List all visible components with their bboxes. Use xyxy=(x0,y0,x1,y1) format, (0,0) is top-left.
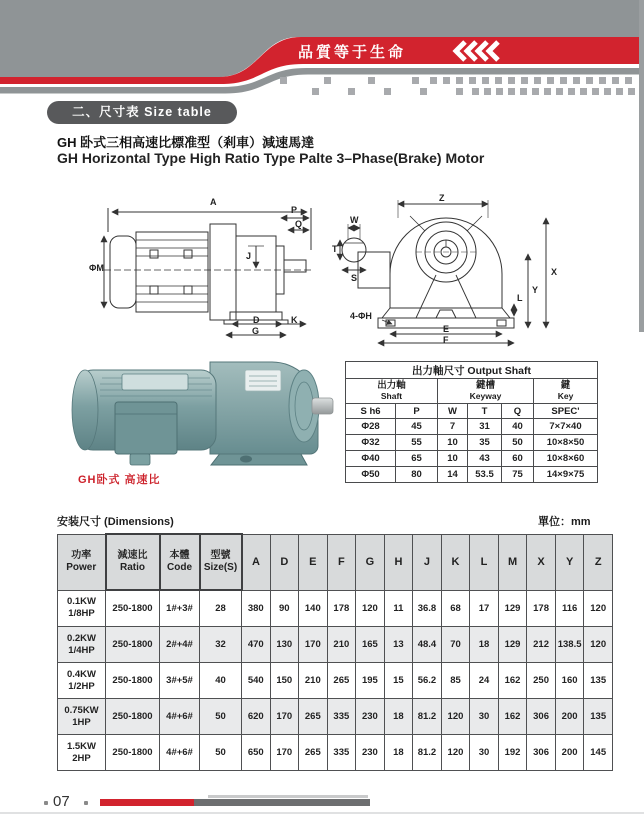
cell: 178 xyxy=(327,590,356,627)
cell: 3#+5# xyxy=(160,663,200,699)
group-zh: 鍵槽 xyxy=(475,379,495,391)
table-header-row xyxy=(58,534,613,590)
cell: 116 xyxy=(555,590,584,627)
col-header: H xyxy=(384,534,413,590)
cell: 178 xyxy=(527,590,556,627)
cell: 650 xyxy=(242,735,271,771)
cell: 10×8×50 xyxy=(534,435,598,451)
page-title-zh: GH 卧式三相高速比標准型（剎車）減速馬達 xyxy=(57,135,315,150)
cell: 65 xyxy=(396,451,438,467)
group-zh: 鍵 xyxy=(560,379,571,391)
footer-bar-red xyxy=(100,799,194,806)
cell: 335 xyxy=(327,735,356,771)
dim-label: W xyxy=(350,215,359,225)
drawing-side-view xyxy=(89,190,338,340)
cell: 230 xyxy=(356,699,385,735)
cell: 13 xyxy=(384,627,413,663)
cell: 120 xyxy=(441,735,470,771)
cell: 212 xyxy=(527,627,556,663)
footer-bar-gray xyxy=(194,799,370,806)
cell: 15 xyxy=(384,663,413,699)
cell: 70 xyxy=(441,627,470,663)
group-en: Key xyxy=(557,390,574,401)
table-row xyxy=(346,362,598,379)
cell: 30 xyxy=(470,699,499,735)
cell: 45 xyxy=(396,419,438,435)
power-cell xyxy=(58,590,106,627)
dim-label: D xyxy=(253,315,260,325)
cell: 43 xyxy=(468,451,502,467)
table-row xyxy=(346,435,598,451)
cell: 7×7×40 xyxy=(534,419,598,435)
power-hp: 1/4HP xyxy=(68,644,95,656)
page-title-en: GH Horizontal Type High Ratio Type Palte 3–Phase(Brake) Motor xyxy=(57,150,485,166)
cell: 35 xyxy=(468,435,502,451)
cell: 145 xyxy=(584,735,613,771)
col-header: S h6 xyxy=(346,404,396,419)
dim-label: P xyxy=(291,205,298,215)
header-zh: 型號 xyxy=(210,550,231,561)
page-number: 07 xyxy=(53,793,70,810)
power-hp: 1/8HP xyxy=(68,608,95,620)
table-row xyxy=(346,419,598,435)
footer-dot xyxy=(44,801,48,805)
dim-label: Y xyxy=(532,285,539,295)
col-header: M xyxy=(498,534,527,590)
cell: 150 xyxy=(270,663,299,699)
cell: 2#+4# xyxy=(160,627,200,663)
cell: 129 xyxy=(498,590,527,627)
header-zh: 減速比 xyxy=(117,550,148,561)
dim-label: L xyxy=(517,293,523,303)
dimensions-label: 安装尺寸 (Dimensions) xyxy=(57,516,174,528)
cell: 81.2 xyxy=(413,735,442,771)
col-header: P xyxy=(396,404,438,419)
cell: 195 xyxy=(356,663,385,699)
cell: 250 xyxy=(527,663,556,699)
group-zh: 出力軸 xyxy=(377,379,406,391)
cell: 40 xyxy=(502,419,534,435)
group-en: Keyway xyxy=(469,390,502,401)
col-group xyxy=(438,379,534,404)
deco-squares xyxy=(472,88,638,95)
dim-label: G xyxy=(252,326,260,336)
deco-squares xyxy=(312,88,472,95)
power-hp: 1/2HP xyxy=(68,680,95,692)
col-header xyxy=(58,534,106,590)
cell: 120 xyxy=(441,699,470,735)
cell: 18 xyxy=(384,735,413,771)
power-kw: 1.5KW xyxy=(66,740,97,752)
cell: 53.5 xyxy=(468,467,502,483)
cell: Φ40 xyxy=(346,451,396,467)
cell: 68 xyxy=(441,590,470,627)
cell: 162 xyxy=(498,663,527,699)
table-row xyxy=(346,379,598,404)
cell: 75 xyxy=(502,467,534,483)
power-cell xyxy=(58,735,106,771)
col-header: J xyxy=(413,534,442,590)
header-en: Code xyxy=(167,562,192,573)
shaft-table-title: 出力軸尺寸 Output Shaft xyxy=(346,362,598,379)
cell: 160 xyxy=(555,663,584,699)
power-cell xyxy=(58,663,106,699)
cell: Φ50 xyxy=(346,467,396,483)
product-photo xyxy=(60,342,335,472)
table-row xyxy=(346,404,598,419)
table-row xyxy=(58,627,613,663)
cell: 170 xyxy=(270,735,299,771)
dim-label: F xyxy=(443,335,449,345)
col-group xyxy=(346,379,438,404)
cell: Φ32 xyxy=(346,435,396,451)
cell: 18 xyxy=(470,627,499,663)
cell: 135 xyxy=(584,699,613,735)
col-header: K xyxy=(441,534,470,590)
col-header xyxy=(106,534,160,590)
output-shaft-table xyxy=(345,361,598,483)
group-en: Shaft xyxy=(380,390,403,401)
cell: 265 xyxy=(327,663,356,699)
cell: 7 xyxy=(438,419,468,435)
section-header: 二、尺寸表 Size table xyxy=(47,101,237,124)
cell: 210 xyxy=(299,663,328,699)
col-header: Y xyxy=(555,534,584,590)
chevrons-icon xyxy=(452,40,504,62)
dim-label: S xyxy=(351,273,358,283)
cell: 335 xyxy=(327,699,356,735)
footer-dot xyxy=(84,801,88,805)
cell: 129 xyxy=(498,627,527,663)
cell: 17 xyxy=(470,590,499,627)
cell: 90 xyxy=(270,590,299,627)
cell: 250-1800 xyxy=(106,590,160,627)
cell: 40 xyxy=(200,663,242,699)
unit-label: 單位：mm xyxy=(538,516,591,528)
power-kw: 0.1KW xyxy=(66,596,97,608)
cell: 162 xyxy=(498,699,527,735)
cell: 200 xyxy=(555,735,584,771)
dim-label: J xyxy=(246,251,252,261)
page-edge-strip xyxy=(639,0,644,332)
cell: 306 xyxy=(527,735,556,771)
dim-label: K xyxy=(291,315,298,325)
cell: 470 xyxy=(242,627,271,663)
cell: 130 xyxy=(270,627,299,663)
cell: Φ28 xyxy=(346,419,396,435)
cell: 81.2 xyxy=(413,699,442,735)
power-hp: 1HP xyxy=(72,716,91,728)
table-row xyxy=(58,735,613,771)
dim-label: Z xyxy=(439,193,445,203)
footer-bar-light xyxy=(208,795,368,798)
cell: 120 xyxy=(356,590,385,627)
power-kw: 0.4KW xyxy=(66,668,97,680)
cell: 14 xyxy=(438,467,468,483)
cell: 265 xyxy=(299,699,328,735)
col-header: A xyxy=(242,534,271,590)
cell: 1#+3# xyxy=(160,590,200,627)
col-group xyxy=(534,379,598,404)
cell: 80 xyxy=(396,467,438,483)
cell: 620 xyxy=(242,699,271,735)
col-header: T xyxy=(468,404,502,419)
cell: 32 xyxy=(200,627,242,663)
dim-label: ΦM xyxy=(89,263,104,273)
cell: 250-1800 xyxy=(106,663,160,699)
deco-squares xyxy=(430,77,638,84)
cell: 140 xyxy=(299,590,328,627)
photo-caption: GH卧式 高速比 xyxy=(78,474,161,486)
cell: 18 xyxy=(384,699,413,735)
drawing-front-view xyxy=(332,190,566,348)
cell: 138.5 xyxy=(555,627,584,663)
cell: 165 xyxy=(356,627,385,663)
cell: 135 xyxy=(584,663,613,699)
cell: 24 xyxy=(470,663,499,699)
cell: 380 xyxy=(242,590,271,627)
table-row xyxy=(58,663,613,699)
col-header xyxy=(160,534,200,590)
cell: 120 xyxy=(584,590,613,627)
header-zh: 本體 xyxy=(169,550,190,561)
banner-slogan: 品質等于生命 xyxy=(298,44,407,61)
table-row xyxy=(346,467,598,483)
col-header: Z xyxy=(584,534,613,590)
cell: 31 xyxy=(468,419,502,435)
col-header: X xyxy=(527,534,556,590)
cell: 120 xyxy=(584,627,613,663)
col-header: Q xyxy=(502,404,534,419)
header-en: Ratio xyxy=(120,562,145,573)
cell: 250-1800 xyxy=(106,699,160,735)
col-header xyxy=(200,534,242,590)
cell: 14×9×75 xyxy=(534,467,598,483)
cell: 4#+6# xyxy=(160,699,200,735)
cell: 306 xyxy=(527,699,556,735)
dimensions-table xyxy=(57,533,613,771)
dim-label: T xyxy=(332,244,338,254)
header-en: Power xyxy=(66,562,97,573)
cell: 60 xyxy=(502,451,534,467)
col-header: D xyxy=(270,534,299,590)
header-zh: 功率 xyxy=(71,550,92,561)
cell: 50 xyxy=(200,735,242,771)
cell: 250-1800 xyxy=(106,735,160,771)
cell: 10 xyxy=(438,451,468,467)
cell: 30 xyxy=(470,735,499,771)
power-cell xyxy=(58,627,106,663)
page-bottom-edge xyxy=(0,812,644,814)
cell: 230 xyxy=(356,735,385,771)
dim-label: E xyxy=(443,324,450,334)
col-header: L xyxy=(470,534,499,590)
cell: 200 xyxy=(555,699,584,735)
cell: 250-1800 xyxy=(106,627,160,663)
cell: 28 xyxy=(200,590,242,627)
cell: 10×8×60 xyxy=(534,451,598,467)
cell: 36.8 xyxy=(413,590,442,627)
col-header: E xyxy=(299,534,328,590)
cell: 48.4 xyxy=(413,627,442,663)
cell: 170 xyxy=(299,627,328,663)
header-en: Size(S) xyxy=(203,562,238,573)
table-row xyxy=(58,699,613,735)
cell: 265 xyxy=(299,735,328,771)
power-kw: 0.75KW xyxy=(64,704,99,716)
dim-label: 4-ΦH xyxy=(350,311,372,321)
col-header: G xyxy=(356,534,385,590)
col-header: W xyxy=(438,404,468,419)
cell: 85 xyxy=(441,663,470,699)
cell: 56.2 xyxy=(413,663,442,699)
power-cell xyxy=(58,699,106,735)
dim-label: A xyxy=(210,197,217,207)
cell: 50 xyxy=(502,435,534,451)
power-hp: 2HP xyxy=(72,752,91,764)
cell: 50 xyxy=(200,699,242,735)
power-kw: 0.2KW xyxy=(66,632,97,644)
dim-label: X xyxy=(551,267,558,277)
deco-squares xyxy=(280,77,430,84)
col-header: F xyxy=(327,534,356,590)
cell: 210 xyxy=(327,627,356,663)
cell: 192 xyxy=(498,735,527,771)
cell: 540 xyxy=(242,663,271,699)
dim-label: Q xyxy=(295,219,303,229)
cell: 10 xyxy=(438,435,468,451)
cell: 55 xyxy=(396,435,438,451)
col-header: SPEC' xyxy=(534,404,598,419)
table-row xyxy=(346,451,598,467)
cell: 4#+6# xyxy=(160,735,200,771)
cell: 170 xyxy=(270,699,299,735)
cell: 11 xyxy=(384,590,413,627)
table-row xyxy=(58,590,613,627)
